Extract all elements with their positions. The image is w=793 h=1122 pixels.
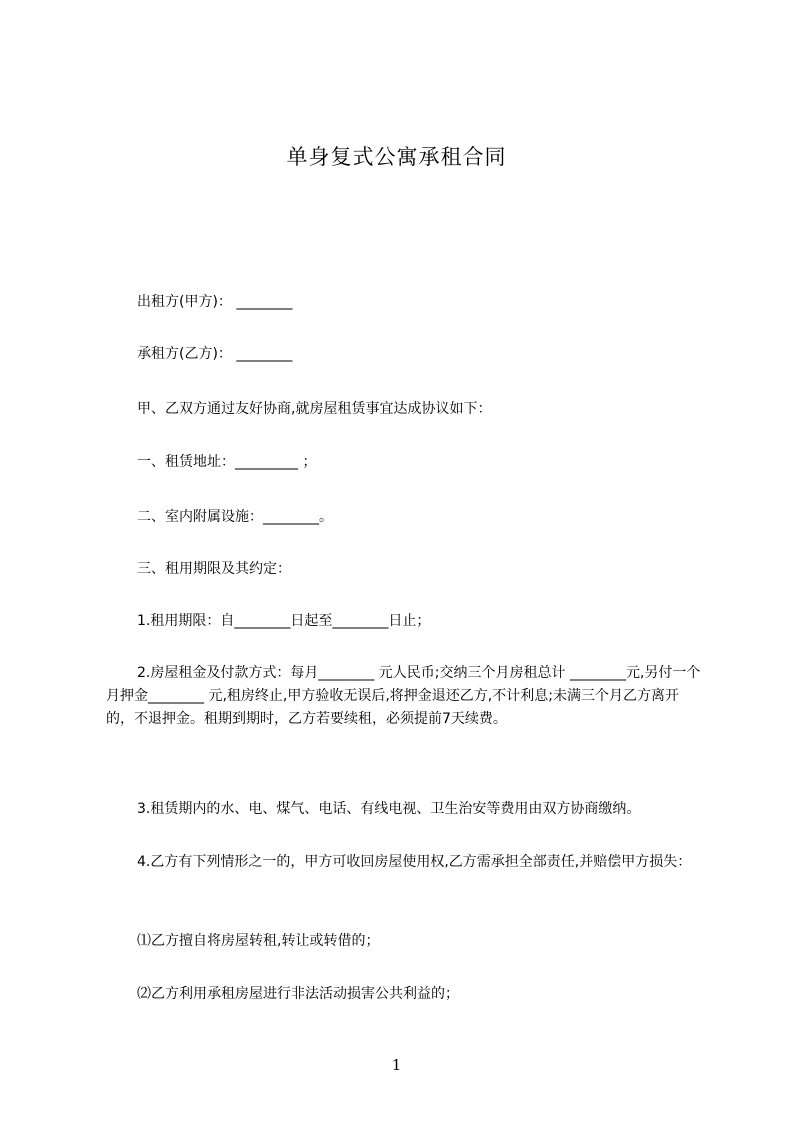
clause-2-facilities: 二、室内附属设施：________。 — [137, 509, 333, 525]
sub-item-1: ⑴乙方擅自将房屋转租,转让或转借的； — [137, 933, 380, 949]
lessee-line: 承租方(乙方)： ________ — [137, 346, 293, 362]
item-2-rent-payment: 2.房屋租金及付款方式：每月________ 元人民币;交纳三个月房租总计 ________元,另付一个月押金________ 元,租房终止,甲方验收无误后,将押金退还乙方,不计利息;未满三个月乙方离开的，不退押金。租期到期时，乙方若要续租，必须提前7天续费。 — [106, 665, 701, 727]
lessor-line: 出租方(甲方)： ________ — [137, 294, 293, 310]
page-number: 1 — [391, 1056, 402, 1074]
sub-item-2: ⑵乙方利用承租房屋进行非法活动损害公共利益的； — [137, 986, 459, 1002]
item-1-lease-period: 1.租用期限：自________日起至________日止； — [137, 613, 431, 629]
clause-1-address: 一、租赁地址：_________ ； — [137, 454, 317, 470]
item-4-termination: 4.乙方有下列情形之一的，甲方可收回房屋使用权,乙方需承担全部责任,并赔偿甲方损失： — [137, 854, 692, 870]
document-title: 单身复式公寓承租合同 — [286, 145, 507, 169]
clause-3-term: 三、租用期限及其约定： — [137, 561, 291, 577]
item-3-utilities: 3.租赁期内的水、电、煤气、电话、有线电视、卫生治安等费用由双方协商缴纳。 — [137, 801, 641, 817]
intro-paragraph: 甲、乙双方通过友好协商,就房屋租赁事宜达成协议如下： — [137, 401, 492, 417]
